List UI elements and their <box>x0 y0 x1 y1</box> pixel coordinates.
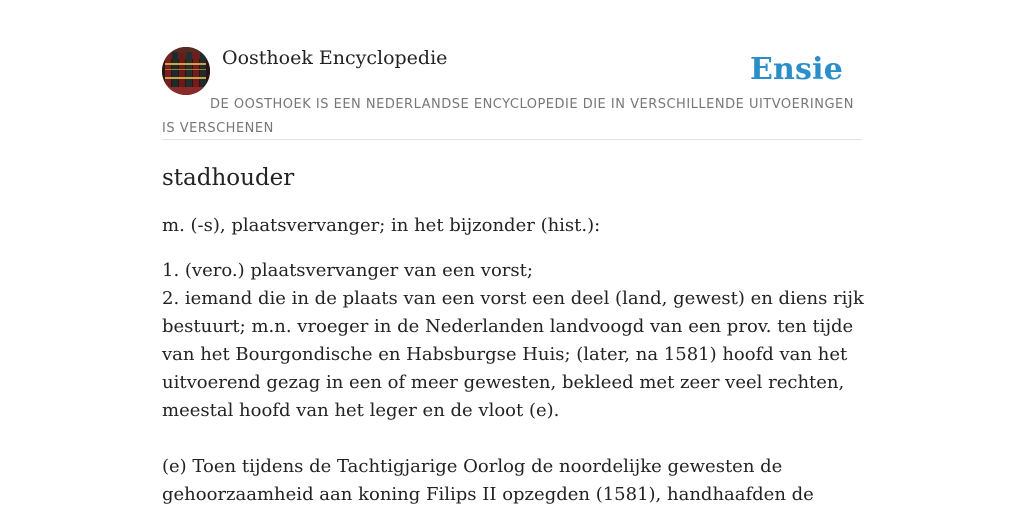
article <box>162 160 872 509</box>
definition-item: 1. (vero.) plaatsvervanger van een vorst; <box>162 260 533 281</box>
paragraph-spacer <box>162 425 872 453</box>
site-tagline: DE OOSTHOEK IS EEN NEDERLANDSE ENCYCLOPEDIE DIE IN VERSCHILLENDE UITVOERINGEN IS VERSCHENEN <box>162 97 854 136</box>
site-avatar[interactable] <box>162 47 210 95</box>
definition-item: 2. iemand die in de plaats van een vorst een deel (land, gewest) en diens rijk bestuurt; m.n. vroeger in de Nederlanden landvoogd van een prov. ten tijde van het Bourgondische en Habsburgse Huis; (later, na 1581) hoofd van het uitvoerend gezag in een of meer gewesten, bekleed met zeer veel rechten, meestal hoofd van het leger en de vloot (e). <box>162 288 864 421</box>
entry-note: (e) Toen tijdens de Tachtigjarige Oorlog de noordelijke gewesten de gehoorzaamheid aan koning Filips II opzegden (1581), handhaafden de <box>162 456 814 505</box>
brand-logo[interactable]: Ensie <box>749 52 843 87</box>
entry-lead: m. (-s), plaatsvervanger; in het bijzonder (hist.): <box>162 215 601 236</box>
site-header <box>162 46 862 140</box>
entry-title: stadhouder <box>162 165 295 191</box>
site-title[interactable]: Oosthoek Encyclopedie <box>222 47 448 69</box>
entry-body <box>162 257 872 509</box>
book-spines-icon <box>162 47 210 95</box>
